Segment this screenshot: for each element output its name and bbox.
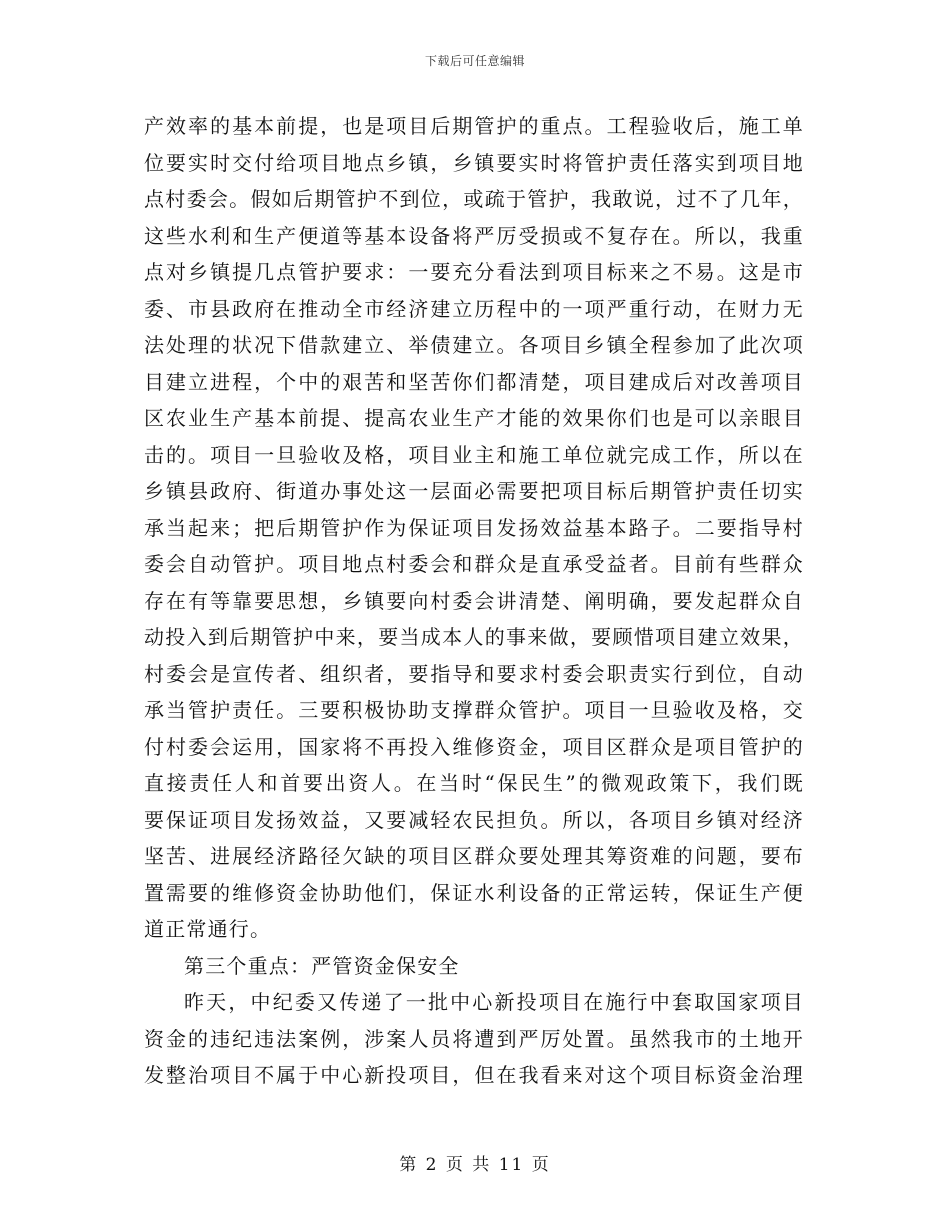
text-line: 产效率的基本前提，也是项目后期管护的重点。工程验收后，施工单 <box>144 114 804 138</box>
text-line: 发整治项目不属于中心新投项目，但在我看来对这个项目标资金治理 <box>144 1063 804 1087</box>
text-line: 付村委会运用，国家将不再投入维修资金，项目区群众是项目管护的 <box>144 734 804 759</box>
page-footer: 第 2 页 共 11 页 <box>399 1155 551 1175</box>
text-line: 击的。项目一旦验收及格，项目业主和施工单位就完成工作，所以在 <box>144 442 804 467</box>
text-line: 点村委会。假如后期管护不到位，或疏于管护，我敢说，过不了几年， <box>144 187 804 211</box>
text-line: 区农业生产基本前提、提高农业生产才能的效果你们也是可以亲眼目 <box>144 406 804 430</box>
text-line: 委会自动管护。项目地点村委会和群众是直承受益者。目前有些群众 <box>144 552 804 576</box>
text-line: 这些水利和生产便道等基本设备将严厉受损或不复存在。所以，我重 <box>144 223 804 248</box>
text-line: 承当管护责任。三要积极协助支撑群众管护。项目一旦验收及格，交 <box>144 698 804 722</box>
text-line: 坚苦、进展经济路径欠缺的项目区群众要处理其筹资难的问题，要布 <box>144 844 804 868</box>
text-line: 委、市县政府在推动全市经济建立历程中的一项严重行动，在财力无 <box>144 296 804 321</box>
text-line: 昨天，中纪委又传递了一批中心新投项目在施行中套取国家项目 <box>184 990 804 1014</box>
text-line: 目建立进程，个中的艰苦和坚苦你们都清楚，项目建成后对改善项目 <box>144 369 804 394</box>
text-line: 存在有等靠要思想，乡镇要向村委会讲清楚、阐明确，要发起群众自 <box>144 588 804 613</box>
text-line: 乡镇县政府、街道办事处这一层面必需要把项目标后期管护责任切实 <box>144 479 804 503</box>
text-line: 道正常通行。 <box>144 917 272 941</box>
text-line: 法处理的状况下借款建立、举债建立。各项目乡镇全程参加了此次项 <box>144 333 804 357</box>
text-line: 村委会是宣传者、组织者，要指导和要求村委会职责实行到位，自动 <box>144 661 804 686</box>
text-line: 承当起来；把后期管护作为保证项目发扬效益基本路子。二要指导村 <box>144 515 804 540</box>
text-line: 直接责任人和首要出资人。在当时“保民生”的微观政策下，我们既 <box>144 771 804 795</box>
text-line: 动投入到后期管护中来，要当成本人的事来做，要顾惜项目建立效果， <box>144 625 804 649</box>
text-line: 要保证项目发扬效益，又要减轻农民担负。所以，各项目乡镇对经济 <box>144 807 804 832</box>
text-line: 资金的违纪违法案例，涉案人员将遭到严厉处置。虽然我市的土地开 <box>144 1026 804 1051</box>
page-header: 下载后可任意编辑 <box>424 54 525 68</box>
body-text <box>144 108 804 1094</box>
text-line: 点对乡镇提几点管护要求：一要充分看法到项目标来之不易。这是市 <box>144 260 804 284</box>
text-line: 位要实时交付给项目地点乡镇，乡镇要实时将管护责任落实到项目地 <box>144 150 804 175</box>
section-heading: 第三个重点：严管资金保安全 <box>184 953 460 978</box>
text-line: 置需要的维修资金协助他们，保证水利设备的正常运转，保证生产便 <box>144 880 804 905</box>
